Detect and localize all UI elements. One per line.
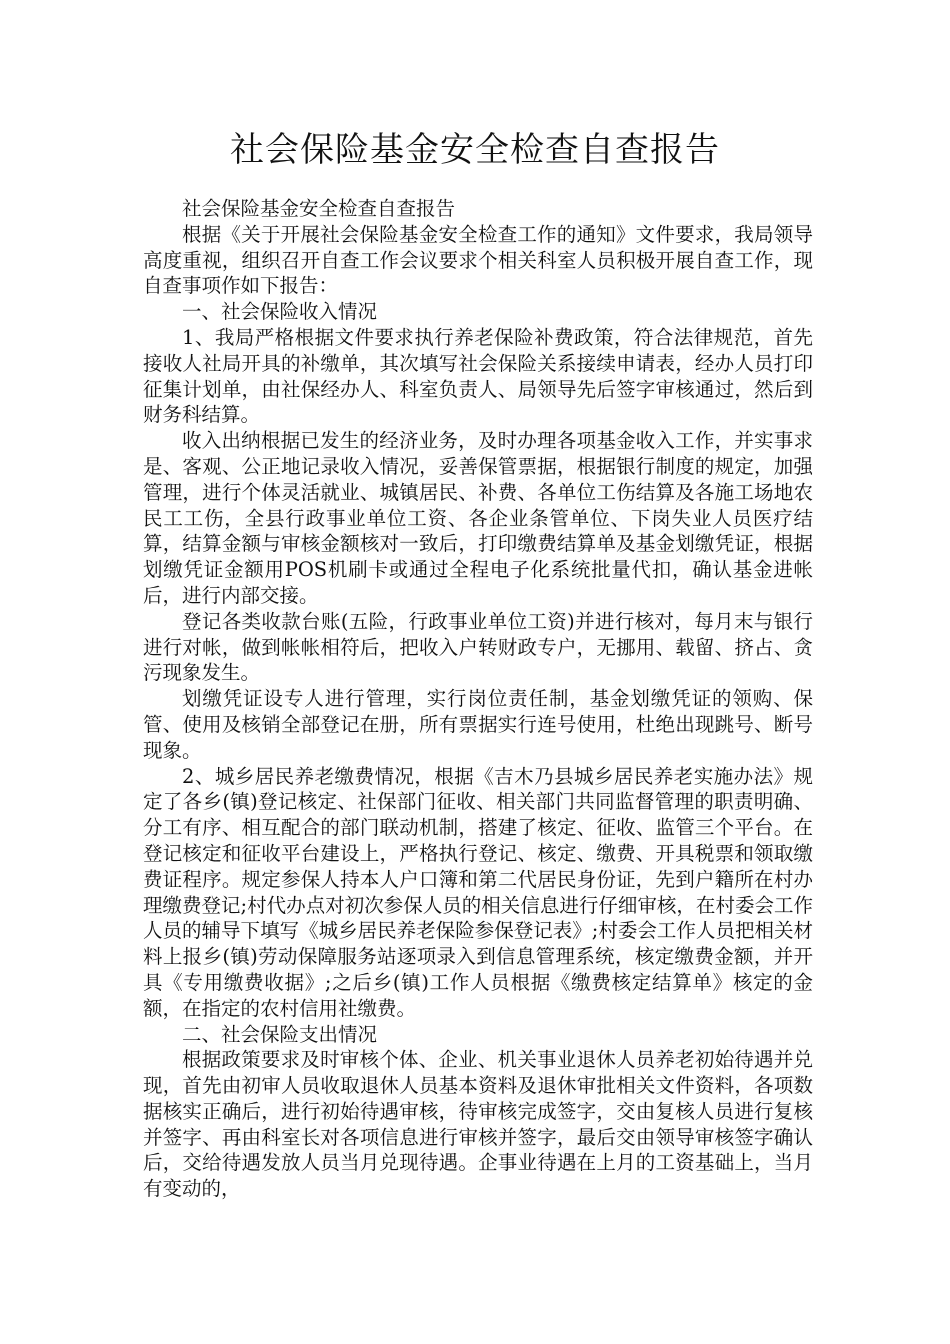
paragraph-intro: 根据《关于开展社会保险基金安全检查工作的通知》文件要求，我局领导高度重视，组织召开自查工作会议要求个相关科室人员积极开展自查工作，现自查事项作如下报告： bbox=[143, 222, 813, 298]
paragraph-income-1: 1、我局严格根据文件要求执行养老保险补费政策，符合法律规范，首先接收人社局开具的补缴单，其次填写社会保险关系接续申请表，经办人员打印征集计划单，由社保经办人、科室负责人、局领导先后签字审核通过，然后到财务科结算。 bbox=[143, 325, 813, 427]
document-title: 社会保险基金安全检查自查报告 bbox=[230, 130, 720, 170]
paragraph-subtitle: 社会保险基金安全检查自查报告 bbox=[182, 197, 456, 220]
section-heading-expenditure: 二、社会保险支出情况 bbox=[182, 1022, 378, 1046]
paragraph-income-4: 划缴凭证设专人进行管理，实行岗位责任制，基金划缴凭证的领购、保管、使用及核销全部登记在册，所有票据实行连号使用，杜绝出现跳号、断号现象。 bbox=[143, 687, 813, 762]
section-heading-income: 一、社会保险收入情况 bbox=[182, 300, 378, 324]
paragraph-expenditure-1: 根据政策要求及时审核个体、企业、机关事业退休人员养老初始待遇并兑现，首先由初审人员收取退休人员基本资料及退休审批相关文件资料，各项数据核实正确后，进行初始待遇审核，待审核完成签字，交由复核人员进行复核并签字、再由科室长对各项信息进行审核并签字，最后交由领导审核签字确认后，交给待遇发放人员当月兑现待遇。企事业待遇在上月的工资基础上，当月有变动的， bbox=[143, 1048, 813, 1201]
document-body bbox=[143, 196, 813, 1202]
paragraph-income-3: 登记各类收款台账(五险，行政事业单位工资)并进行核对，每月末与银行进行对帐，做到帐帐相符后，把收入户转财政专户，无挪用、载留、挤占、贪污现象发生。 bbox=[143, 609, 813, 685]
paragraph-income-5: 2、城乡居民养老缴费情况，根据《吉木乃县城乡居民养老实施办法》规定了各乡(镇)登记核定、社保部门征收、相关部门共同监督管理的职责明确、分工有序、相互配合的部门联动机制，搭建了核定、征收、监管三个平台。在登记核定和征收平台建设上，严格执行登记、核定、缴费、开具税票和领取缴费证程序。规定参保人持本人户口簿和第二代居民身份证，先到户籍所在村办理缴费登记;村代办点对初次参保人员的相关信息进行仔细审核，在村委会工作人员的辅导下填写《城乡居民养老保险参保登记表》;村委会工作人员把相关材料上报乡(镇)劳动保障服务站逐项录入到信息管理系统，核定缴费金额，并开具《专用缴费收据》;之后乡(镇)工作人员根据《缴费核定结算单》核定的金额，在指定的农村信用社缴费。 bbox=[143, 764, 813, 1020]
paragraph-income-2: 收入出纳根据已发生的经济业务，及时办理各项基金收入工作，并实事求是、客观、公正地记录收入情况，妥善保管票据，根据银行制度的规定，加强管理，进行个体灵活就业、城镇居民、补费、各单位工伤结算及各施工场地农民工工伤，全县行政事业单位工资、各企业条管单位、下岗失业人员医疗结算，结算金额与审核金额核对一致后，打印缴费结算单及基金划缴凭证，根据划缴凭证金额用POS机刷卡或通过全程电子化系统批量代扣，确认基金进帐后，进行内部交接。 bbox=[143, 429, 813, 607]
